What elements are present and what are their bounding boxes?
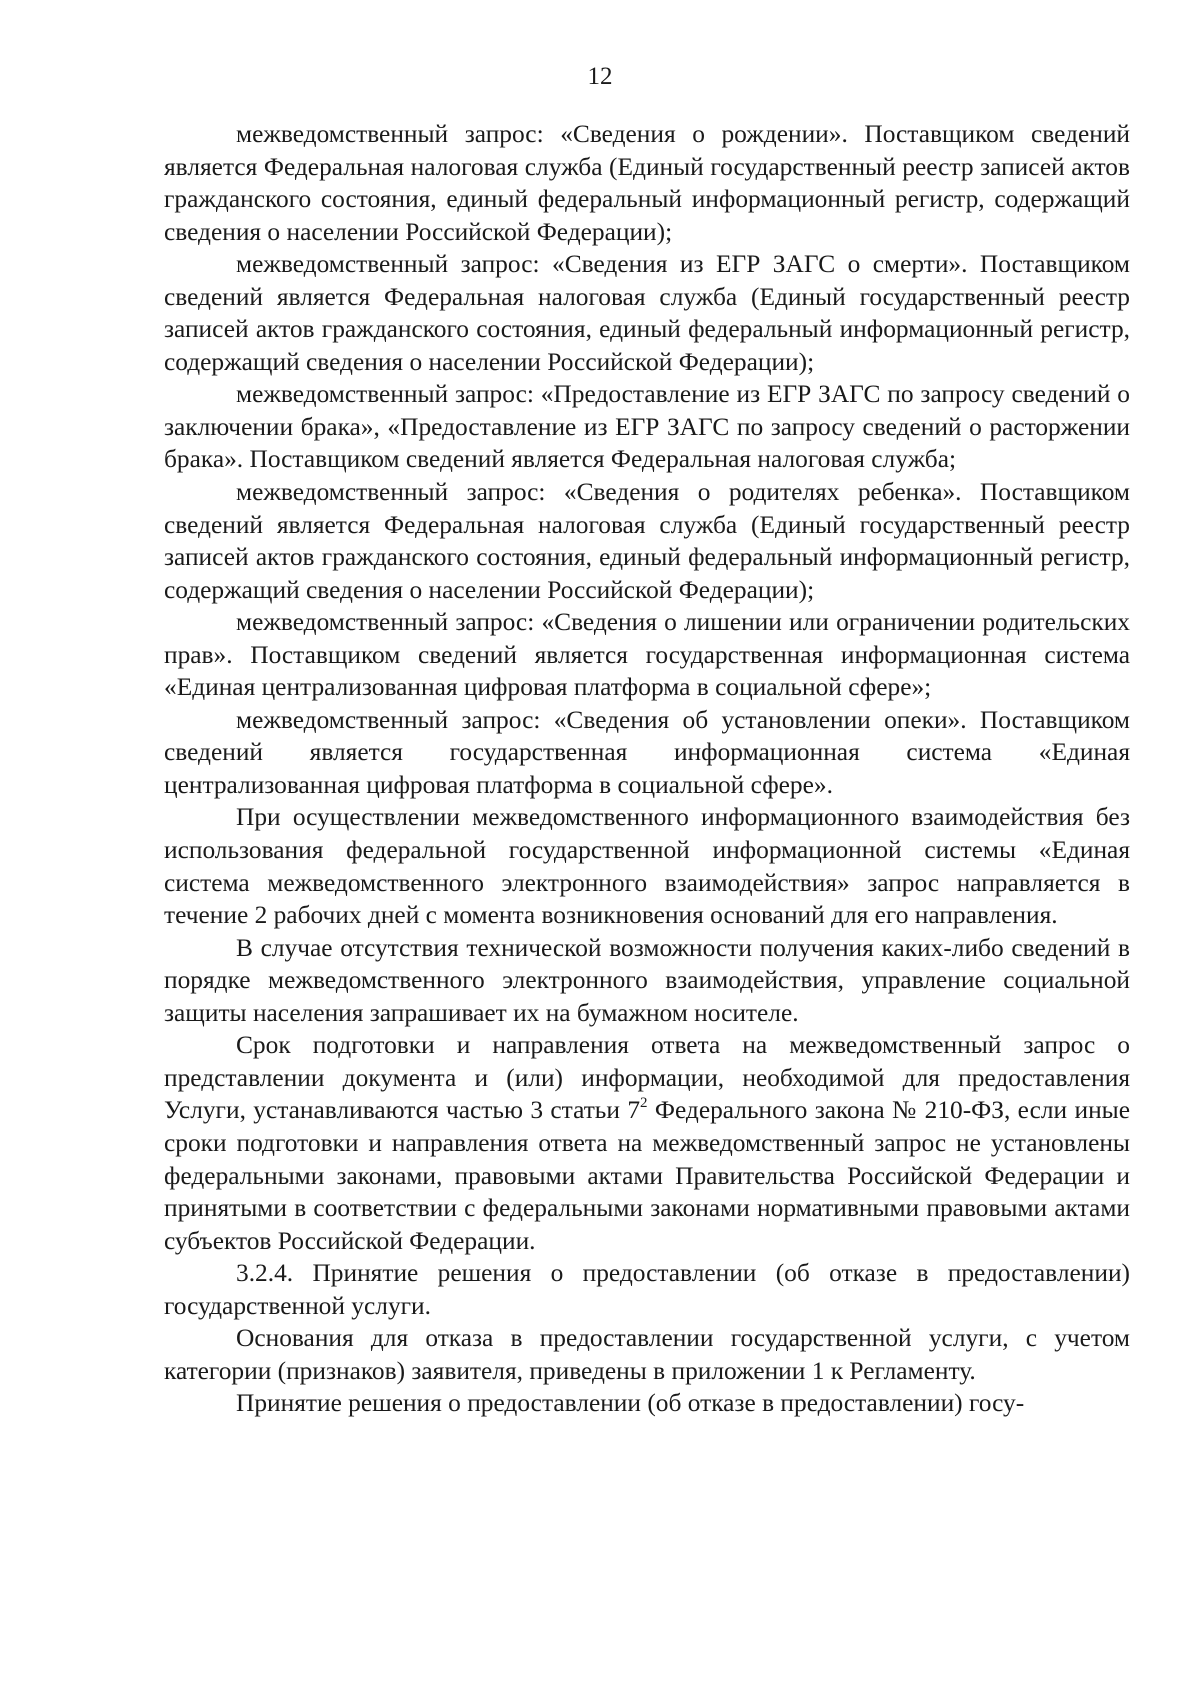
paragraph-parents-request: межведомственный запрос: «Сведения о родителях ребенка». Поставщиком сведений является Федеральная налоговая служба (Единый государственный реестр записей актов гражданского состояния, единый федеральный информационный регистр, содержащий сведения о населении Российской Федерации); [164, 478, 1130, 604]
paragraph-decision-start: Принятие решения о предоставлении (об отказе в предоставлении) госу- [236, 1389, 1025, 1418]
paragraph-birth-request: межведомственный запрос: «Сведения о рождении». Поставщиком сведений является Федеральная налоговая служба (Единый государственный реестр записей актов гражданского состояния, единый федеральный информационный регистр, содержащий сведения о населении Российской Федерации); [164, 120, 1130, 246]
paragraph-interaction-deadline: При осуществлении межведомственного информационного взаимодействия без использования федеральной государственной информационной системы «Единая система межведомственного электронного взаимодействия» запрос направляется в течение 2 рабочих дней с момента возникновения оснований для его направления. [164, 803, 1130, 930]
paragraph-death-request: межведомственный запрос: «Сведения из ЕГР ЗАГС о смерти». Поставщиком сведений является Федеральная налоговая служба (Единый государственный реестр записей актов гражданского состояния, единый федеральный информационный регистр, содержащий сведения о населении Российской Федерации); [164, 250, 1130, 376]
deadline-text-part-1: Срок подготовки и направления ответа на межведомственный запрос о представлении документа и (или) информации, необходимой для предоставления Услуги, устанавливаются частью 3 статьи 7 [164, 1031, 1130, 1125]
paragraph-marriage-request: межведомственный запрос: «Предоставление из ЕГР ЗАГС по запросу сведений о заключении брака», «Предоставление из ЕГР ЗАГС по запросу сведений о расторжении брака». Поставщиком сведений является Федеральная налоговая служба; [164, 380, 1130, 474]
paragraph-response-deadline [164, 1029, 1130, 1257]
page-number: 12 [587, 63, 613, 90]
paragraph-guardianship-request: межведомственный запрос: «Сведения об установлении опеки». Поставщиком сведений является государственная информационная система «Единая централизованная цифровая платформа в социальной сфере». [164, 705, 1130, 799]
paragraph-parental-rights-request: межведомственный запрос: «Сведения о лишении или ограничении родительских прав». Поставщиком сведений является государственная информационная система «Единая централизованная цифровая платформа в социальной сфере»; [164, 608, 1130, 702]
deadline-text-part-2: Федерального закона № 210-ФЗ, если иные сроки подготовки и направления ответа на межведомственный запрос не установлены федеральными законами, правовыми актами Правительства Российской Федерации и принятыми в соответствии с федеральными законами нормативными правовыми актами субъектов Российской Федерации. [164, 1096, 1130, 1255]
paragraph-refusal-grounds: Основания для отказа в предоставлении государственной услуги, с учетом категории (признаков) заявителя, приведены в приложении 1 к Регламенту. [164, 1324, 1130, 1385]
document-body [164, 118, 1130, 1420]
paragraph-paper-request: В случае отсутствия технической возможности получения каких-либо сведений в порядке межведомственного электронного взаимодействия, управление социальной защиты населения запрашивает их на бумажном носителе. [164, 933, 1130, 1027]
section-heading-3-2-4: 3.2.4. Принятие решения о предоставлении (об отказе в предоставлении) государственной услуги. [164, 1259, 1130, 1320]
article-superscript: 2 [640, 1095, 648, 1112]
